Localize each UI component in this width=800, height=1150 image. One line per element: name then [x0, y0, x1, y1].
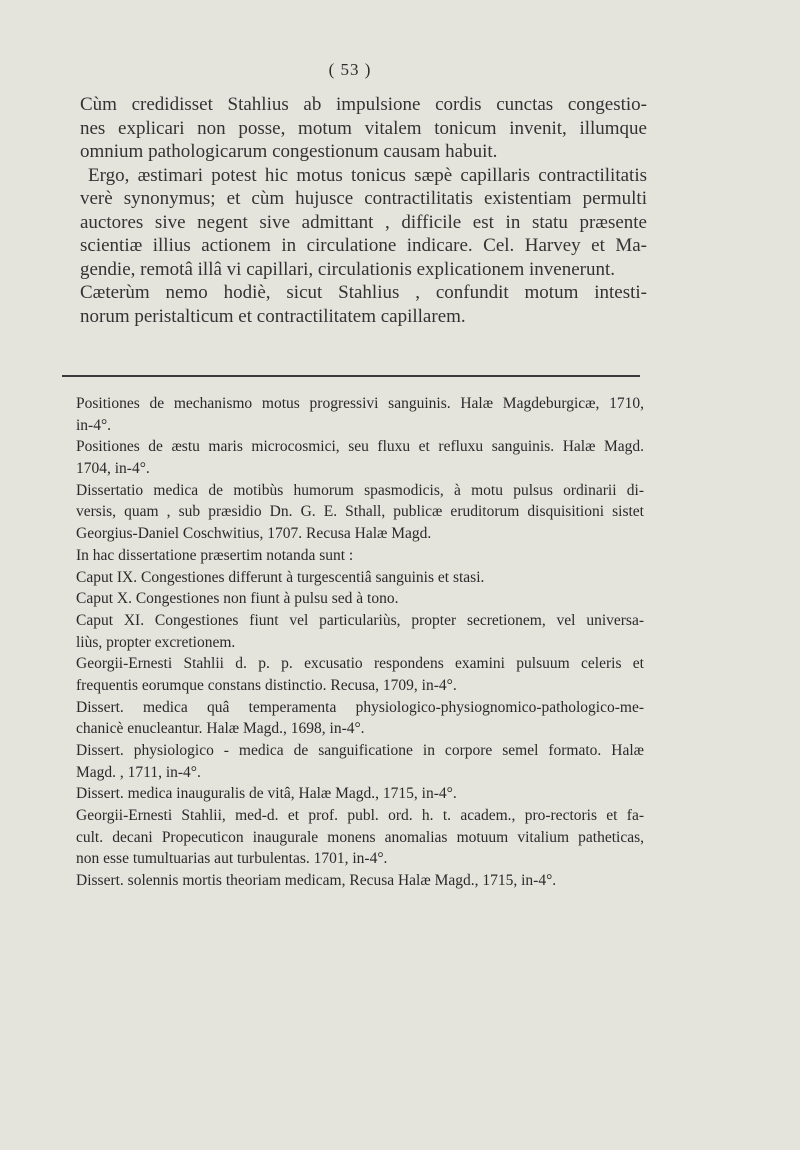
note-line: Caput X. Congestiones non fiunt à pulsu sed à tono.	[76, 590, 399, 608]
main-text-block	[80, 93, 647, 328]
note-line: Positiones de mechanismo motus progressivi sanguinis. Halæ Magdeburgicæ, 1710,	[76, 395, 644, 412]
note-line: Magd. , 1711, in-4°.	[76, 763, 201, 781]
note-line: Dissertatio medica de motibùs humorum spasmodicis, à motu pulsus ordinarii di-	[76, 481, 644, 499]
text-line: nes explicari non posse, motum vitalem tonicum invenit, illumque	[80, 117, 647, 139]
text-line: Cùm credidisset Stahlius ab impulsione cordis cunctas congestio-	[80, 94, 647, 115]
page-number: ( 53 )	[328, 60, 372, 79]
text-line: auctores sive negent sive admittant , difficile est in statu præsente	[80, 211, 647, 233]
text-line: omnium pathologicarum congestionum causam habuit.	[80, 141, 498, 162]
note-line: frequentis eorumque constans distinctio. Recusa, 1709, in-4°.	[76, 676, 457, 694]
note-line: Caput IX. Congestiones differunt à turgescentiâ sanguinis et stasi.	[76, 568, 485, 586]
note-line: chanicè enucleantur. Halæ Magd., 1698, in-4°.	[76, 720, 365, 738]
text-line: norum peristalticum et contractilitatem capillarem.	[80, 305, 466, 327]
note-line: Dissert. physiologico - medica de sanguificatione in corpore semel formato. Halæ	[76, 742, 644, 759]
text-line: scientiæ illius actionem in circulatione indicare. Cel. Harvey et Ma-	[80, 235, 647, 256]
note-line: Caput XI. Congestiones fiunt vel particulariùs, propter secretionem, vel universa-	[76, 611, 644, 629]
note-line: In hac dissertatione præsertim notanda sunt :	[76, 546, 354, 564]
note-line: Dissert. medica inauguralis de vitâ, Halæ Magd., 1715, in-4°.	[76, 785, 457, 803]
text-line: gendie, remotâ illâ vi capillari, circulationis explicationem invenerunt.	[80, 258, 615, 280]
note-line: versis, quam , sub præsidio Dn. G. E. Sthall, publicæ eruditorum disquisitioni sistet	[76, 503, 644, 521]
note-line: Dissert. solennis mortis theoriam medicam, Recusa Halæ Magd., 1715, in-4°.	[76, 872, 557, 890]
text-line: verè synonymus; et cùm hujusce contractilitatis existentiam permulti	[80, 188, 647, 209]
footnotes-block	[76, 393, 644, 892]
note-line: 1704, in-4°.	[76, 460, 150, 478]
note-line: Georgii-Ernesti Stahlii, med-d. et prof. publ. ord. h. t. academ., pro-rectoris et fa-	[76, 807, 644, 825]
note-line: Dissert. medica quâ temperamenta physiologico-physiognomico-pathologico-me-	[76, 698, 644, 716]
note-line: cult. decani Propecuticon inaugurale monens anomalias motuum vitalium patheticas,	[76, 828, 644, 846]
note-line: Positiones de æstu maris microcosmici, seu fluxu et refluxu sanguinis. Halæ Magd.	[76, 438, 644, 456]
note-line: Georgii-Ernesti Stahlii d. p. p. excusatio respondens examini pulsuum celeris et	[76, 655, 644, 673]
note-line: in-4°.	[76, 416, 112, 434]
text-line: Cæterùm nemo hodiè, sicut Stahlius , confundit motum intesti-	[80, 282, 647, 303]
text-line: Ergo, æstimari potest hic motus tonicus sæpè capillaris contractilitatis	[88, 164, 647, 186]
note-line: liùs, propter excretionem.	[76, 633, 236, 651]
note-line: Georgius-Daniel Coschwitius, 1707. Recusa Halæ Magd.	[76, 525, 432, 543]
separator-rule	[62, 375, 640, 377]
note-line: non esse tumultuarias aut turbulentas. 1701, in-4°.	[76, 850, 388, 868]
